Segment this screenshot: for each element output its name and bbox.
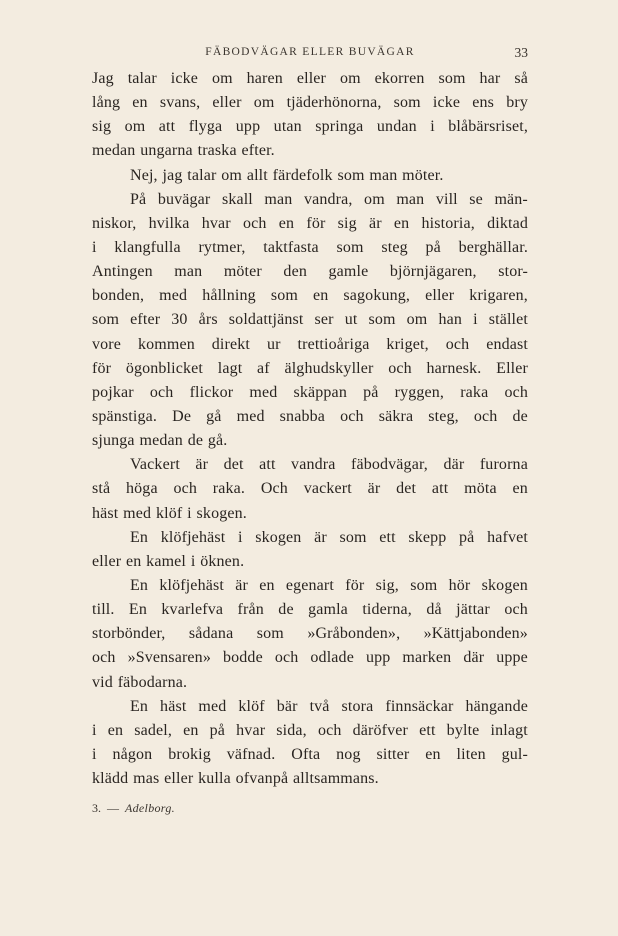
word: med: [249, 383, 278, 401]
word: utan: [273, 118, 302, 136]
word: den: [283, 263, 307, 281]
word: lagt: [217, 359, 243, 377]
word: som: [92, 311, 120, 329]
word: blåbärsriset,: [448, 118, 528, 136]
word: de: [512, 407, 528, 425]
word: med: [123, 504, 152, 522]
word: på: [363, 383, 379, 401]
word: om: [221, 166, 243, 184]
word: steg,: [428, 407, 459, 425]
word: berghällar.: [458, 238, 528, 256]
word: möter.: [402, 166, 444, 184]
word: möta: [464, 480, 497, 498]
word: vore: [92, 335, 122, 353]
word: traska: [197, 142, 237, 160]
word: i: [187, 504, 192, 522]
word: En: [128, 601, 147, 619]
word: finnsäckar: [385, 697, 454, 715]
word: björnjägaren,: [389, 263, 477, 281]
word: en: [312, 287, 329, 305]
word: En: [130, 528, 149, 546]
word: klöfjehäst: [159, 576, 224, 594]
word: skall: [221, 190, 253, 208]
word: det: [223, 456, 244, 474]
word: haren: [246, 70, 283, 87]
word: ur: [266, 335, 281, 353]
word: höga: [126, 480, 158, 498]
word: gul-: [501, 745, 528, 763]
word: svans,: [159, 94, 201, 112]
word: hvilka: [148, 214, 190, 232]
word: medan: [139, 432, 183, 450]
word: På: [130, 190, 147, 208]
word: sida,: [276, 721, 307, 739]
word: en: [125, 552, 142, 570]
word: hållning: [202, 287, 256, 305]
text-line: [92, 91, 528, 115]
word: en: [393, 214, 410, 232]
word: niskor,: [92, 214, 137, 232]
word: om: [211, 70, 233, 87]
word: ett: [379, 528, 396, 546]
word: Ofta: [291, 745, 321, 763]
word: raka.: [212, 480, 246, 498]
word: klädd: [92, 770, 129, 788]
word: vandra: [291, 456, 336, 474]
word: och: [274, 649, 299, 667]
word: medan: [92, 142, 136, 160]
word: ekorren: [374, 70, 425, 87]
word: flickor: [189, 383, 234, 401]
word: eller: [425, 287, 455, 305]
text-line: [92, 429, 528, 453]
text-line: [92, 115, 528, 139]
text-line: [92, 695, 528, 719]
word: ser: [314, 311, 334, 329]
word: eller: [164, 770, 194, 788]
word: upp: [365, 649, 391, 667]
signature-name: Adelborg.: [125, 801, 175, 815]
word: se: [469, 190, 483, 208]
word: för: [345, 576, 365, 594]
text-line: [92, 598, 528, 622]
word: buvägar: [157, 190, 211, 208]
word: att: [158, 118, 176, 136]
word: ryggen,: [394, 383, 445, 401]
word: Jag: [92, 70, 114, 87]
word: allt: [246, 166, 268, 184]
word: »Kättjabonden»: [423, 625, 528, 643]
word: däröfver: [352, 721, 408, 739]
word: Vackert: [130, 456, 180, 474]
word: som: [339, 528, 367, 546]
word: är: [235, 576, 248, 594]
text-line: [92, 646, 528, 670]
word: om: [406, 311, 428, 329]
word: steg: [381, 238, 408, 256]
signature-dash: —: [107, 801, 119, 815]
word: trettioåriga: [297, 335, 370, 353]
word: bry: [506, 94, 528, 112]
word: klöf: [155, 504, 183, 522]
word: uppe: [496, 649, 528, 667]
word: är: [314, 528, 327, 546]
word: gå.: [207, 432, 228, 450]
word: eller: [92, 552, 122, 570]
word: hafvet: [487, 528, 528, 546]
word: hör: [448, 576, 471, 594]
word: tjäderhönorna,: [286, 94, 382, 112]
word: i: [473, 311, 478, 329]
word: på: [209, 721, 226, 739]
word: hvar: [201, 214, 231, 232]
word: till.: [92, 601, 115, 619]
word: bär: [276, 697, 298, 715]
word: skepp: [408, 528, 447, 546]
word: som: [393, 94, 421, 112]
running-head: [92, 46, 528, 64]
word: skäppan: [293, 383, 347, 401]
word: man: [396, 190, 425, 208]
word: man: [369, 166, 398, 184]
word: bylte: [446, 721, 480, 739]
word: är: [367, 480, 381, 498]
word: i: [92, 745, 97, 763]
word: och: [473, 407, 498, 425]
text-line: [92, 381, 528, 405]
word: pojkar: [92, 383, 134, 401]
text-line: [92, 260, 528, 284]
word: i: [190, 552, 196, 570]
word: stället: [488, 311, 528, 329]
word: ut: [344, 311, 358, 329]
text-line: [92, 164, 528, 188]
word: för: [306, 214, 326, 232]
word: eller: [212, 94, 242, 112]
word: som: [337, 166, 365, 184]
word: färdefolk: [272, 166, 333, 184]
word: lång: [92, 94, 121, 112]
word: bonden,: [92, 287, 145, 305]
word: i: [237, 528, 243, 546]
word: om: [339, 70, 361, 87]
word: klöfjehäst: [160, 528, 226, 546]
word: af: [257, 359, 270, 377]
word: krigaren,: [469, 287, 528, 305]
word: stå: [92, 480, 111, 498]
word: säkra: [378, 407, 414, 425]
word: harnesk.: [426, 359, 482, 377]
word: talar: [127, 70, 157, 87]
word: stor-: [498, 263, 528, 281]
word: skogen: [481, 576, 528, 594]
word: de: [187, 432, 204, 450]
word: odlade: [310, 649, 354, 667]
word: diktad: [487, 214, 528, 232]
word: en: [132, 94, 148, 112]
word: och: [317, 721, 342, 739]
word: en: [278, 214, 295, 232]
word: talar: [187, 166, 217, 184]
word: i: [92, 721, 97, 739]
word: och: [149, 383, 174, 401]
word: efter: [130, 311, 161, 329]
word: en: [259, 576, 275, 594]
page-number: 33: [514, 45, 528, 60]
text-line: [92, 67, 528, 91]
word: som: [410, 576, 438, 594]
word: klöf: [238, 697, 265, 715]
word: en: [107, 721, 124, 739]
word: möter: [223, 263, 262, 281]
word: icke: [170, 70, 199, 87]
word: att: [259, 456, 276, 474]
word: om: [253, 94, 275, 112]
word: De: [172, 407, 192, 425]
word: sig: [92, 118, 112, 136]
word: på: [425, 238, 441, 256]
word: vandra,: [303, 190, 353, 208]
word: inlagt: [490, 721, 528, 739]
word: på: [459, 528, 475, 546]
word: upp: [235, 118, 261, 136]
text-line: [92, 236, 528, 260]
word: endast: [486, 335, 528, 353]
text-line: [92, 502, 528, 526]
text-line: [92, 212, 528, 236]
word: spänstiga.: [92, 407, 158, 425]
word: tiderna,: [362, 601, 412, 619]
word: flyga: [188, 118, 223, 136]
word: en: [425, 745, 441, 763]
word: liten: [456, 745, 486, 763]
word: taktfasta: [263, 238, 319, 256]
word: springa: [315, 118, 364, 136]
word: sig: [337, 214, 357, 232]
word: en: [183, 721, 199, 739]
word: fäbodarna.: [117, 673, 188, 691]
word: Eller: [496, 359, 528, 377]
text-line: [92, 767, 528, 791]
word: och: [92, 649, 116, 667]
word: marken: [402, 649, 452, 667]
word: om: [124, 118, 146, 136]
word: som: [368, 311, 396, 329]
word: sagokung,: [343, 287, 411, 305]
word: icke: [432, 94, 461, 112]
word: från: [237, 601, 264, 619]
word: så: [514, 70, 528, 87]
word: man: [264, 190, 293, 208]
word: gamla: [308, 601, 348, 619]
word: mas: [133, 770, 160, 788]
text-line: [92, 550, 528, 574]
word: i: [430, 118, 435, 136]
word: nog: [336, 745, 361, 763]
word: hängande: [465, 697, 528, 715]
text-line: [92, 453, 528, 477]
word: 30: [171, 311, 188, 329]
word: och: [388, 359, 412, 377]
word: häst: [92, 504, 119, 522]
text-line: [92, 308, 528, 332]
word: snabba: [279, 407, 326, 425]
word: två: [309, 697, 330, 715]
word: års: [198, 311, 218, 329]
word: då: [426, 601, 442, 619]
word: eller: [296, 70, 327, 87]
word: för: [92, 359, 112, 377]
word: har: [479, 70, 501, 87]
word: efter.: [241, 142, 275, 160]
word: raka: [460, 383, 489, 401]
word: älghudskyller: [284, 359, 374, 377]
text-line: [92, 671, 528, 695]
word: skogen: [255, 528, 302, 546]
word: brokig: [168, 745, 211, 763]
word: gå: [206, 407, 222, 425]
word: och: [504, 601, 528, 619]
running-title: FÄBODVÄGAR ELLER BUVÄGAR: [205, 46, 415, 58]
word: undan: [376, 118, 417, 136]
text-line: [92, 526, 528, 550]
word: någon: [112, 745, 153, 763]
text-line: [92, 405, 528, 429]
word: Och: [260, 480, 288, 498]
word: kommen: [137, 335, 195, 353]
text-line: [92, 743, 528, 767]
word: vid: [92, 673, 113, 691]
word: att: [431, 480, 449, 498]
word: som: [336, 238, 364, 256]
word: sjunga: [92, 432, 135, 450]
word: En: [130, 697, 149, 715]
word: det: [396, 480, 417, 498]
word: och: [340, 407, 364, 425]
word: kulla: [198, 770, 231, 788]
signature-number: 3.: [92, 801, 101, 815]
text-line: [92, 477, 528, 501]
text-line: [92, 574, 528, 598]
word: jag: [162, 166, 183, 184]
word: är: [368, 214, 382, 232]
word: gamle: [328, 263, 369, 281]
word: hvar: [236, 721, 266, 739]
word: sig,: [375, 576, 399, 594]
word: alltsammans.: [293, 770, 379, 788]
word: kriget,: [386, 335, 429, 353]
word: som: [270, 287, 298, 305]
word: storbönder,: [92, 625, 166, 643]
word: historia,: [421, 214, 475, 232]
word: han: [438, 311, 463, 329]
word: stora: [341, 697, 374, 715]
word: med: [198, 697, 227, 715]
text-line: [92, 284, 528, 308]
word: om: [364, 190, 385, 208]
word: i: [92, 238, 97, 256]
word: som: [438, 70, 466, 87]
word: sadel,: [134, 721, 173, 739]
text-line: [92, 357, 528, 381]
word: kamel: [146, 552, 187, 570]
word: Nej,: [130, 166, 158, 184]
word: ofvanpå: [235, 770, 289, 788]
word: En: [130, 576, 149, 594]
word: sådana: [188, 625, 234, 643]
word: häst: [160, 697, 187, 715]
body-text: [92, 67, 528, 791]
word: de: [278, 601, 294, 619]
word: och: [445, 335, 470, 353]
word: vackert: [303, 480, 352, 498]
word: en: [512, 480, 528, 498]
word: direkt: [211, 335, 251, 353]
word: med: [236, 407, 265, 425]
word: Antingen: [92, 263, 153, 281]
word: är: [195, 456, 209, 474]
word: »Gråbonden»,: [307, 625, 401, 643]
text-line: [92, 139, 528, 163]
word: sitter: [376, 745, 410, 763]
text-line: [92, 719, 528, 743]
word: och: [173, 480, 198, 498]
word: furorna: [479, 456, 528, 474]
word: fäbodvägar,: [350, 456, 428, 474]
word: ett: [419, 721, 436, 739]
word: ögonblicket: [125, 359, 204, 377]
word: män-: [494, 190, 528, 208]
word: »Svensaren»: [127, 649, 211, 667]
word: klangfulla: [114, 238, 181, 256]
word: och: [504, 383, 528, 401]
word: ungarna: [140, 142, 193, 160]
word: där: [463, 649, 485, 667]
word: rytmer,: [198, 238, 246, 256]
word: bodde: [222, 649, 263, 667]
word: och: [242, 214, 267, 232]
word: vill: [435, 190, 458, 208]
text-line: [92, 188, 528, 212]
word: ens: [472, 94, 495, 112]
word: man: [174, 263, 203, 281]
word: jättar: [456, 601, 490, 619]
word: med: [159, 287, 188, 305]
word: där: [443, 456, 465, 474]
word: öknen.: [200, 552, 245, 570]
word: som: [256, 625, 284, 643]
printer-signature: [92, 801, 175, 816]
word: väfnad.: [226, 745, 276, 763]
word: kvarlefva: [161, 601, 224, 619]
text-line: [92, 333, 528, 357]
word: skogen.: [196, 504, 247, 522]
word: egenart: [285, 576, 335, 594]
word: soldattjänst: [228, 311, 304, 329]
text-line: [92, 622, 528, 646]
